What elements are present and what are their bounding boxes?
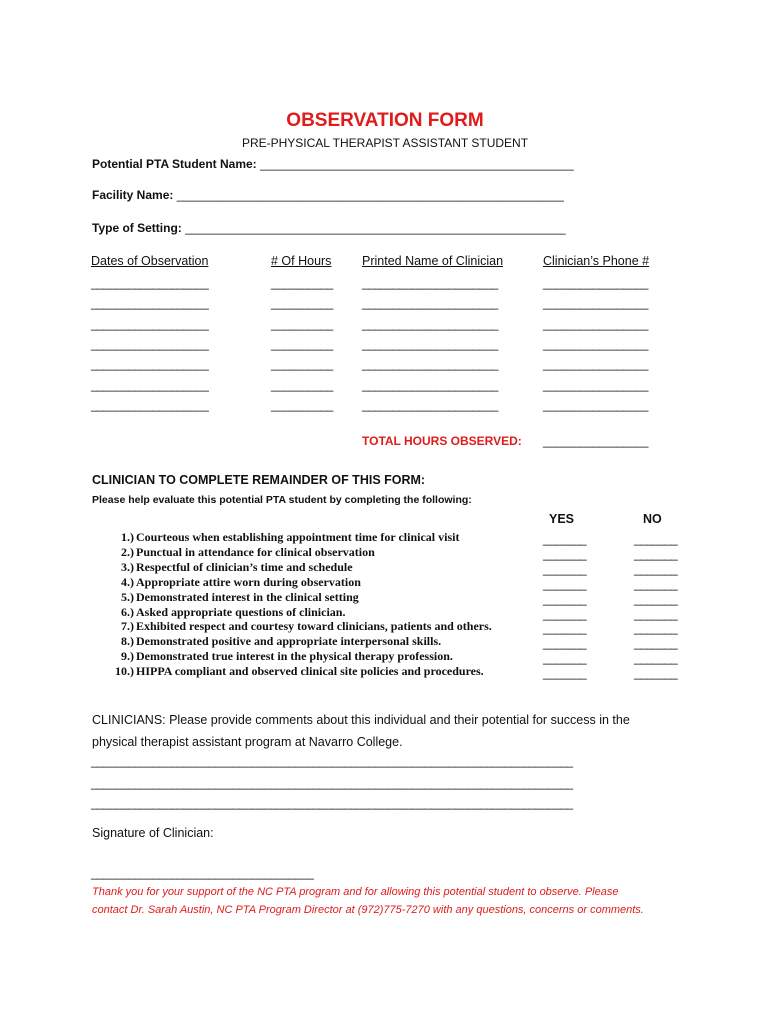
form-subtitle: PRE-PHYSICAL THERAPIST ASSISTANT STUDENT xyxy=(241,136,529,150)
clinician-name-blank[interactable]: ______________________ xyxy=(362,336,498,351)
phone-blank[interactable]: _________________ xyxy=(543,336,648,351)
hours-blank[interactable]: __________ xyxy=(271,276,333,290)
phone-blank[interactable]: _________________ xyxy=(543,357,648,372)
yes-answer-blank[interactable]: _______ xyxy=(543,651,587,666)
hours-blank[interactable]: __________ xyxy=(271,357,333,372)
phone-blank[interactable]: _________________ xyxy=(543,377,648,392)
date-blank[interactable]: ___________________ xyxy=(91,397,209,412)
setting-type-field[interactable] xyxy=(92,221,566,235)
yes-answer-blank[interactable]: _______ xyxy=(543,546,587,561)
date-blank[interactable]: ___________________ xyxy=(91,377,209,392)
comments-prompt-line1: CLINICIANS: Please provide comments about this individual and their potential for success in the xyxy=(92,713,630,727)
comment-line[interactable]: ______________________________________________________________________________ xyxy=(91,796,573,810)
no-answer-blank[interactable]: _______ xyxy=(634,532,678,546)
criterion-text: HIPPA compliant and observed clinical site policies and procedures. xyxy=(136,664,484,679)
criterion-text: Demonstrated interest in the clinical setting xyxy=(136,589,359,604)
criterion-number: 10.) xyxy=(115,664,134,679)
column-header-hours: # Of Hours xyxy=(271,254,332,268)
no-answer-blank[interactable]: _______ xyxy=(634,606,678,621)
criterion-number: 7.) xyxy=(121,619,134,634)
date-blank[interactable]: ___________________ xyxy=(91,276,209,290)
total-hours-label: TOTAL HOURS OBSERVED: xyxy=(362,434,522,448)
signature-label: Signature of Clinician: xyxy=(92,826,214,840)
comment-line[interactable]: ______________________________________________________________________________ xyxy=(91,754,573,768)
student-name-field[interactable] xyxy=(92,157,574,171)
criterion-number: 6.) xyxy=(121,604,134,619)
criterion-number: 2.) xyxy=(121,544,134,559)
criterion-text: Courteous when establishing appointment time for clinical visit xyxy=(136,530,460,544)
phone-blank[interactable]: _________________ xyxy=(543,316,648,331)
criterion-text: Appropriate attire worn during observation xyxy=(136,574,361,589)
criterion-number: 1.) xyxy=(121,530,134,544)
setting-type-label: Type of Setting: xyxy=(92,221,182,235)
hours-blank[interactable]: __________ xyxy=(271,296,333,311)
no-answer-blank[interactable]: _______ xyxy=(634,636,678,651)
phone-blank[interactable]: _________________ xyxy=(543,296,648,311)
hours-blank[interactable]: __________ xyxy=(271,377,333,392)
date-blank[interactable]: ___________________ xyxy=(91,316,209,331)
clinician-name-blank[interactable]: ______________________ xyxy=(362,296,498,311)
column-header-clinician-name: Printed Name of Clinician xyxy=(362,254,504,268)
yes-answer-blank[interactable]: _______ xyxy=(543,591,587,606)
criterion-text: Asked appropriate questions of clinician. xyxy=(136,604,346,619)
clinician-name-blank[interactable]: ______________________ xyxy=(362,316,498,331)
phone-blank[interactable]: _________________ xyxy=(543,276,648,290)
yes-answer-blank[interactable]: _______ xyxy=(543,576,587,591)
total-hours-blank[interactable]: _________________ xyxy=(543,434,648,448)
no-answer-blank[interactable]: _______ xyxy=(634,561,678,576)
criterion-text: Respectful of clinician’s time and schedule xyxy=(136,559,353,574)
yes-answer-blank[interactable]: _______ xyxy=(543,561,587,576)
date-blank[interactable]: ___________________ xyxy=(91,336,209,351)
no-column-header: NO xyxy=(643,512,662,526)
date-blank[interactable]: ___________________ xyxy=(91,296,209,311)
clinician-section-heading: CLINICIAN TO COMPLETE REMAINDER OF THIS FORM: xyxy=(92,473,426,487)
thank-you-note: Thank you for your support of the NC PTA program and for allowing this potential student to observe. Please xyxy=(92,886,619,898)
no-answer-blank[interactable]: _______ xyxy=(634,546,678,561)
yes-answer-blank[interactable]: _______ xyxy=(543,606,587,621)
criterion-number: 3.) xyxy=(121,559,134,574)
yes-column-header: YES xyxy=(549,512,575,526)
no-answer-blank[interactable]: _______ xyxy=(634,666,678,681)
setting-type-line[interactable]: _________________________________________________________ xyxy=(185,221,566,235)
phone-blank[interactable]: _________________ xyxy=(543,397,648,412)
date-blank[interactable]: ___________________ xyxy=(91,357,209,372)
no-answer-blank[interactable]: _______ xyxy=(634,651,678,666)
criterion-number: 5.) xyxy=(121,589,134,604)
criterion-number: 8.) xyxy=(121,634,134,649)
clinician-name-blank[interactable]: ______________________ xyxy=(362,357,498,372)
student-name-line[interactable]: _______________________________________________ xyxy=(260,157,574,171)
criterion-number: 4.) xyxy=(121,574,134,589)
hours-blank[interactable]: __________ xyxy=(271,316,333,331)
criterion-text: Demonstrated positive and appropriate interpersonal skills. xyxy=(136,634,442,649)
facility-name-label: Facility Name: xyxy=(92,188,174,202)
facility-name-line[interactable]: __________________________________________________________ xyxy=(176,188,564,202)
signature-line[interactable]: ____________________________________ xyxy=(91,866,314,880)
criterion-number: 9.) xyxy=(121,649,134,664)
comments-prompt-line2: physical therapist assistant program at Navarro College. xyxy=(92,735,403,749)
clinician-name-blank[interactable]: ______________________ xyxy=(362,276,498,290)
facility-name-field[interactable] xyxy=(92,188,564,202)
no-answer-blank[interactable]: _______ xyxy=(634,591,678,606)
yes-answer-blank[interactable]: _______ xyxy=(543,666,587,681)
criterion-text: Punctual in attendance for clinical observation xyxy=(136,544,375,559)
clinician-name-blank[interactable]: ______________________ xyxy=(362,397,498,412)
hours-blank[interactable]: __________ xyxy=(271,336,333,351)
criterion-text: Exhibited respect and courtesy toward clinicians, patients and others. xyxy=(136,619,492,634)
yes-answer-blank[interactable]: _______ xyxy=(543,636,587,651)
no-answer-blank[interactable]: _______ xyxy=(634,621,678,636)
column-header-dates: Dates of Observation xyxy=(91,254,209,268)
clinician-section-instructions: Please help evaluate this potential PTA student by completing the following: xyxy=(92,494,472,506)
yes-answer-blank[interactable]: _______ xyxy=(543,621,587,636)
contact-note: contact Dr. Sarah Austin, NC PTA Program Director at (972)775-7270 with any questions, concerns or comments. xyxy=(92,904,644,916)
criterion-text: Demonstrated true interest in the physical therapy profession. xyxy=(136,649,453,664)
clinician-name-blank[interactable]: ______________________ xyxy=(362,377,498,392)
form-title: OBSERVATION FORM xyxy=(286,110,484,131)
comment-line[interactable]: ______________________________________________________________________________ xyxy=(91,776,573,790)
no-answer-blank[interactable]: _______ xyxy=(634,576,678,591)
hours-blank[interactable]: __________ xyxy=(271,397,333,412)
column-header-phone: Clinician’s Phone # xyxy=(543,254,650,268)
student-name-label: Potential PTA Student Name: xyxy=(92,157,257,171)
yes-answer-blank[interactable]: _______ xyxy=(543,532,587,546)
